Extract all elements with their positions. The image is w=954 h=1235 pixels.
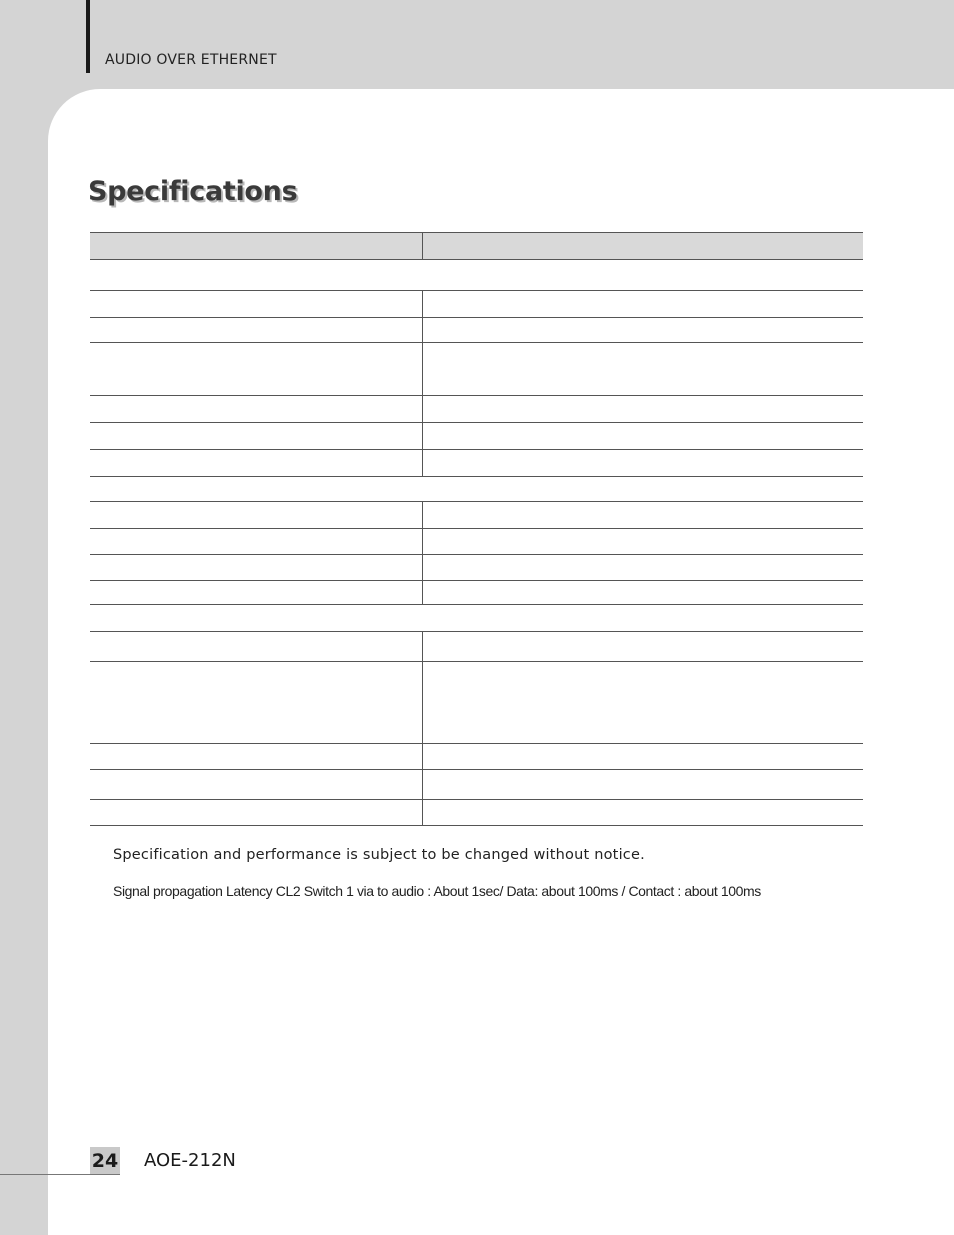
table-header-row xyxy=(90,232,863,260)
column-divider xyxy=(422,343,423,395)
table-row xyxy=(90,529,863,555)
header-accent-bar xyxy=(86,0,90,73)
page-number: 24 xyxy=(90,1147,120,1174)
footnote-latency: Signal propagation Latency CL2 Switch 1 via to audio : About 1sec/ Data: about 100ms / Contact : about 100ms xyxy=(113,883,761,899)
table-row xyxy=(90,800,863,826)
page-title: Specifications xyxy=(88,176,298,207)
table-row xyxy=(90,450,863,477)
table-section-row xyxy=(90,260,863,291)
table-row xyxy=(90,662,863,744)
footer-model-name: AOE-212N xyxy=(144,1150,236,1171)
column-divider xyxy=(422,450,423,476)
header-section-label: AUDIO OVER ETHERNET xyxy=(105,52,277,68)
table-row xyxy=(90,343,863,396)
table-row xyxy=(90,396,863,423)
table-row xyxy=(90,581,863,605)
table-row xyxy=(90,744,863,770)
column-divider xyxy=(422,291,423,317)
table-section-row xyxy=(90,477,863,502)
table-row xyxy=(90,555,863,581)
footnote-notice: Specification and performance is subject to be changed without notice. xyxy=(113,847,645,863)
column-divider xyxy=(422,423,423,449)
column-divider xyxy=(422,662,423,743)
column-divider xyxy=(422,502,423,528)
column-divider xyxy=(422,581,423,604)
column-divider xyxy=(422,770,423,799)
table-row xyxy=(90,291,863,318)
column-divider xyxy=(422,318,423,342)
spec-table xyxy=(90,232,863,826)
column-divider xyxy=(422,632,423,661)
column-divider xyxy=(422,529,423,554)
table-row xyxy=(90,502,863,529)
column-divider xyxy=(422,233,423,259)
column-divider xyxy=(422,744,423,769)
footer-rule xyxy=(0,1174,120,1175)
table-row xyxy=(90,632,863,662)
table-section-row xyxy=(90,605,863,632)
table-row xyxy=(90,318,863,343)
column-divider xyxy=(422,396,423,422)
column-divider xyxy=(422,800,423,825)
table-row xyxy=(90,770,863,800)
table-row xyxy=(90,423,863,450)
column-divider xyxy=(422,555,423,580)
